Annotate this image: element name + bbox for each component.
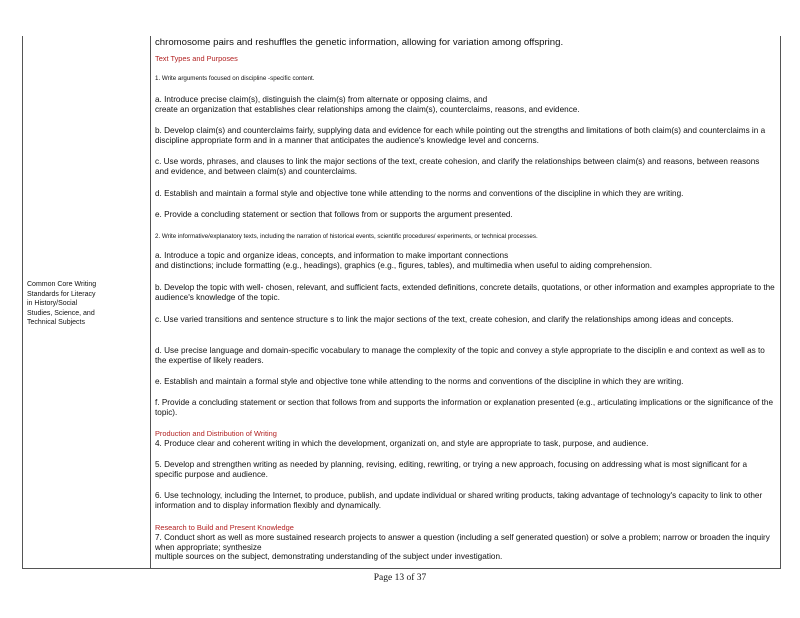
page-number: Page 13 of 37 (373, 573, 427, 583)
standard-4: 4. Produce clear and coherent writing in which the development, organizati on, and style are appropriate to task, purpose, and audience. (155, 439, 649, 448)
standard-1e: e. Provide a concluding statement or section that follows from or supports the argument presented. (155, 210, 513, 219)
standard-2d: d. Use precise language and domain-specific vocabulary to manage the complexity of the topic and convey a style appropriate to the disciplin e and context as well as to the expertise of likely readers. (155, 346, 768, 365)
standard-2: 2. Write informative/explanatory texts, including the narration of historical events, scientific procedures/ experiments, or technical processes. (155, 233, 538, 240)
standard-1b: b. Develop claim(s) and counterclaims fairly, supplying data and evidence for each while pointing out the strengths and limitations of both claim(s) and counterclaims in a discipline appropriate form and in a manner that anticipates the audience's knowledge level and concerns. (155, 126, 768, 145)
intro-text: chromosome pairs and reshuffles the genetic information, allowing for variation among offspring. (155, 37, 564, 48)
standard-2f: f. Provide a concluding statement or section that follows from and supports the information or explanation presented (e.g., articulating implications or the significance of the topic). (155, 398, 776, 417)
row-heading-line: Common Core Writing (27, 281, 97, 288)
standard-5: 5. Develop and strengthen writing as needed by planning, revising, editing, rewriting, or trying a new approach, focusing on addressing what is most significant for a specific purpose and audience. (155, 460, 750, 479)
standard-1a: a. Introduce precise claim(s), distinguish the claim(s) from alternate or opposing claims, and create an organization that establishes clear relationships among the claim(s), counterclaims, reasons, and evidence. (155, 95, 580, 114)
standard-2b: b. Develop the topic with well- chosen, relevant, and sufficient facts, extended definitions, concrete details, quotations, or other information and examples appropriate to the audience's knowledge of the topic. (155, 283, 778, 302)
row-heading-line: Standards for Literacy (27, 290, 96, 298)
section-heading-production: Production and Distribution of Writing (155, 429, 277, 438)
row-heading-line: Studies, Science, and (27, 309, 95, 317)
row-heading-line: Technical Subjects (27, 319, 85, 326)
standard-2e: e. Establish and maintain a formal style and objective tone while attending to the norms and conventions of the discipline in which they are writing. (155, 377, 684, 386)
standard-2c: c. Use varied transitions and sentence structure s to link the major sections of the text, create cohesion, and clarify the relationships among ideas and concepts. (155, 315, 734, 324)
standard-2a: a. Introduce a topic and organize ideas, concepts, and information to make important connections and distinctions; include formatting (e.g., headings), graphics (e.g., figures, tables), and multimedia when useful to aiding comprehension. (155, 251, 652, 270)
section-heading-text-types: Text Types and Purposes (155, 54, 238, 63)
row-heading-line: in History/Social (27, 300, 78, 307)
standard-1c: c. Use words, phrases, and clauses to link the major sections of the text, create cohesion, and clarify the relationships between claim(s) and reasons, between reasons and evidence, and between claim(s) and counterclaims. (155, 157, 762, 176)
standard-1d: d. Establish and maintain a formal style and objective tone while attending to the norms and conventions of the discipline in which they are writing. (155, 189, 684, 198)
section-heading-research: Research to Build and Present Knowledge (155, 523, 294, 532)
standards-table (22, 36, 781, 569)
column-divider (150, 36, 151, 568)
row-heading-cell (27, 280, 145, 328)
standard-7: 7. Conduct short as well as more sustained research projects to answer a question (including a self generated question) or solve a problem; narrow or broaden the inquiry when appropriate; synthesize multiple sources on the subject, demonstrating understanding of the subject under investigation. (155, 533, 770, 561)
standard-6: 6. Use technology, including the Internet, to produce, publish, and update individual or shared writing products, taking advantage of technology's capacity to link to other information and to display information flexibly and dynamically. (155, 491, 765, 510)
standard-1: 1. Write arguments focused on discipline -specific content. (155, 75, 315, 82)
